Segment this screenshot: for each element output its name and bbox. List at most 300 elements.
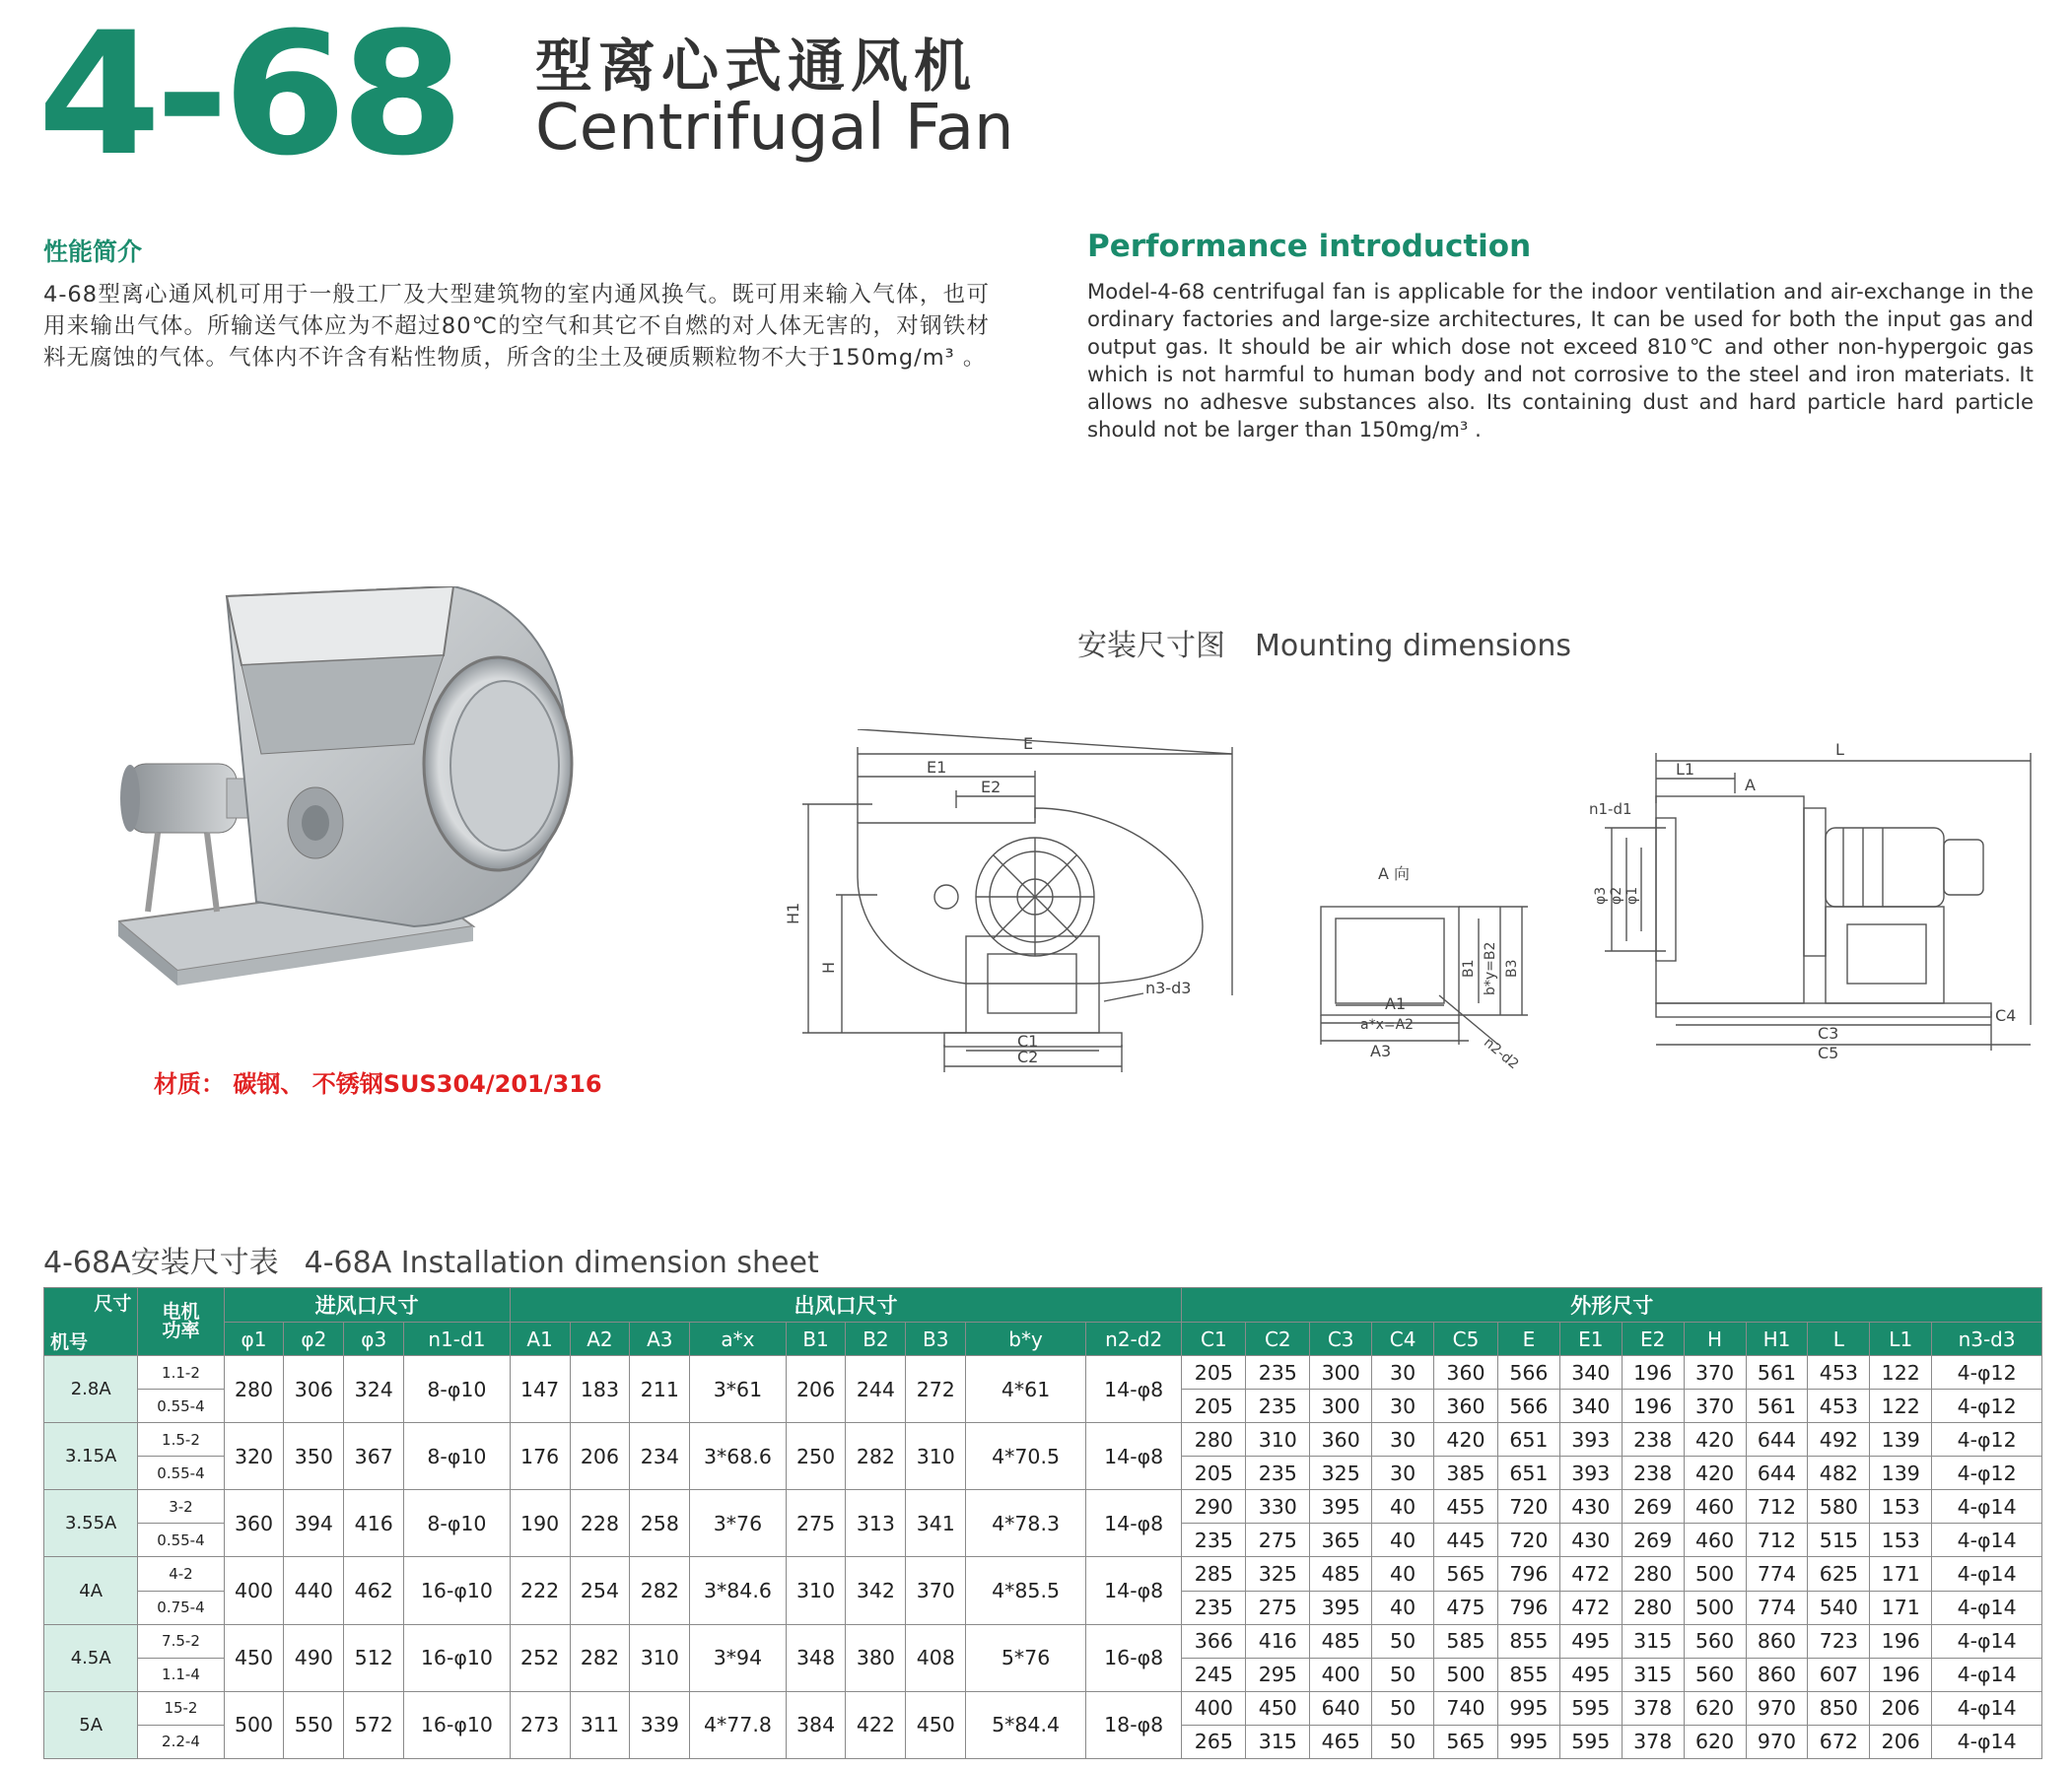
label-C2: C2 bbox=[1017, 1048, 1039, 1066]
power-cell: 2.2-4 bbox=[138, 1725, 224, 1758]
outline-cell: 206 bbox=[1870, 1725, 1932, 1758]
outlet-cell: 4*61 bbox=[966, 1356, 1086, 1423]
outlet-cell: 14-φ8 bbox=[1085, 1356, 1181, 1423]
outline-cell: 515 bbox=[1808, 1524, 1870, 1557]
outline-cell: 122 bbox=[1870, 1356, 1932, 1390]
outline-cell: 153 bbox=[1870, 1490, 1932, 1524]
outline-cell: 607 bbox=[1808, 1658, 1870, 1691]
outline-cell: 395 bbox=[1310, 1591, 1372, 1624]
outline-cell: 460 bbox=[1684, 1524, 1746, 1557]
label-E: E bbox=[1023, 734, 1034, 753]
outline-cell: 595 bbox=[1559, 1691, 1622, 1725]
outline-cell: 395 bbox=[1310, 1490, 1372, 1524]
outlet-cell: 18-φ8 bbox=[1085, 1691, 1181, 1758]
outline-cell: 370 bbox=[1684, 1390, 1746, 1423]
label-n1d1: n1-d1 bbox=[1589, 800, 1632, 818]
inlet-cell: 324 bbox=[344, 1356, 404, 1423]
outline-cell: 465 bbox=[1310, 1725, 1372, 1758]
column-header: B1 bbox=[786, 1323, 846, 1356]
outline-cell: 295 bbox=[1246, 1658, 1310, 1691]
outlet-cell: 348 bbox=[786, 1624, 846, 1691]
outlet-cell: 422 bbox=[846, 1691, 906, 1758]
outline-cell: 40 bbox=[1372, 1557, 1434, 1591]
outlet-cell: 408 bbox=[906, 1624, 966, 1691]
outlet-cell: 450 bbox=[906, 1691, 966, 1758]
outline-cell: 285 bbox=[1182, 1557, 1246, 1591]
outline-cell: 720 bbox=[1497, 1490, 1559, 1524]
outline-cell: 580 bbox=[1808, 1490, 1870, 1524]
inlet-cell: 550 bbox=[284, 1691, 344, 1758]
inlet-cell: 16-φ10 bbox=[404, 1557, 511, 1624]
table-row bbox=[44, 1423, 2042, 1457]
outlet-cell: 272 bbox=[906, 1356, 966, 1423]
column-header: C2 bbox=[1246, 1323, 1310, 1356]
inlet-cell: 450 bbox=[224, 1624, 284, 1691]
outline-cell: 672 bbox=[1808, 1725, 1870, 1758]
label-C5: C5 bbox=[1818, 1044, 1839, 1062]
corner-top: 尺寸 bbox=[94, 1293, 132, 1315]
outline-cell: 712 bbox=[1746, 1524, 1808, 1557]
power-cell: 0.75-4 bbox=[138, 1591, 224, 1624]
outline-cell: 300 bbox=[1310, 1390, 1372, 1423]
outlet-cell: 282 bbox=[846, 1423, 906, 1490]
outlet-cell: 310 bbox=[786, 1557, 846, 1624]
outline-cell: 4-φ14 bbox=[1932, 1658, 2042, 1691]
outline-cell: 400 bbox=[1310, 1658, 1372, 1691]
label-E1: E1 bbox=[927, 758, 947, 777]
inlet-cell: 320 bbox=[224, 1423, 284, 1490]
outline-cell: 238 bbox=[1622, 1457, 1684, 1490]
outline-cell: 4-φ12 bbox=[1932, 1390, 2042, 1423]
outline-cell: 4-φ14 bbox=[1932, 1591, 2042, 1624]
power-header-line1: 电机 bbox=[162, 1301, 200, 1323]
outline-cell: 740 bbox=[1434, 1691, 1498, 1725]
outline-cell: 206 bbox=[1870, 1691, 1932, 1725]
inlet-cell: 8-φ10 bbox=[404, 1356, 511, 1423]
outlet-cell: 211 bbox=[630, 1356, 690, 1423]
power-cell: 1.5-2 bbox=[138, 1423, 224, 1457]
label-E2: E2 bbox=[981, 778, 1001, 796]
outlet-cell: 4*78.3 bbox=[966, 1490, 1086, 1557]
outline-cell: 205 bbox=[1182, 1457, 1246, 1490]
inlet-cell: 360 bbox=[224, 1490, 284, 1557]
outline-cell: 430 bbox=[1559, 1524, 1622, 1557]
label-L: L bbox=[1835, 740, 1844, 759]
label-phi1: φ1 bbox=[1624, 886, 1640, 905]
outline-cell: 370 bbox=[1684, 1356, 1746, 1390]
outline-cell: 495 bbox=[1559, 1658, 1622, 1691]
column-header: L1 bbox=[1870, 1323, 1932, 1356]
outline-cell: 340 bbox=[1559, 1356, 1622, 1390]
outline-cell: 712 bbox=[1746, 1490, 1808, 1524]
column-header: E2 bbox=[1622, 1323, 1684, 1356]
power-cell: 7.5-2 bbox=[138, 1624, 224, 1658]
outline-cell: 644 bbox=[1746, 1457, 1808, 1490]
column-header: C1 bbox=[1182, 1323, 1246, 1356]
outline-cell: 720 bbox=[1497, 1524, 1559, 1557]
power-header-line2: 功率 bbox=[162, 1320, 200, 1341]
outline-cell: 30 bbox=[1372, 1390, 1434, 1423]
corner-bottom: 机号 bbox=[50, 1331, 89, 1353]
table-row bbox=[44, 1624, 2042, 1658]
fan-photo bbox=[118, 586, 601, 1000]
power-cell: 3-2 bbox=[138, 1490, 224, 1524]
sheet-title-en: 4-68A Installation dimension sheet bbox=[304, 1246, 819, 1280]
outlet-cell: 4*77.8 bbox=[690, 1691, 786, 1758]
column-header: b*y bbox=[966, 1323, 1086, 1356]
outline-cell: 420 bbox=[1684, 1457, 1746, 1490]
outline-cell: 139 bbox=[1870, 1423, 1932, 1457]
title-chinese: 型离心式通风机 bbox=[535, 33, 978, 100]
inlet-cell: 500 bbox=[224, 1691, 284, 1758]
outlet-cell: 16-φ8 bbox=[1085, 1624, 1181, 1691]
group-outlet: 出风口尺寸 bbox=[510, 1288, 1182, 1323]
outline-cell: 50 bbox=[1372, 1624, 1434, 1658]
outline-cell: 640 bbox=[1310, 1691, 1372, 1725]
outline-cell: 620 bbox=[1684, 1691, 1746, 1725]
power-header bbox=[138, 1288, 224, 1356]
column-header: H bbox=[1684, 1323, 1746, 1356]
outlet-cell: 258 bbox=[630, 1490, 690, 1557]
outline-cell: 500 bbox=[1684, 1591, 1746, 1624]
outline-cell: 265 bbox=[1182, 1725, 1246, 1758]
outline-cell: 561 bbox=[1746, 1356, 1808, 1390]
outlet-cell: 4*70.5 bbox=[966, 1423, 1086, 1490]
label-A3: A3 bbox=[1370, 1042, 1392, 1060]
outline-cell: 416 bbox=[1246, 1624, 1310, 1658]
inlet-cell: 367 bbox=[344, 1423, 404, 1490]
power-cell: 1.1-4 bbox=[138, 1658, 224, 1691]
outline-cell: 472 bbox=[1559, 1557, 1622, 1591]
outline-cell: 269 bbox=[1622, 1490, 1684, 1524]
column-header: E bbox=[1497, 1323, 1559, 1356]
outline-cell: 585 bbox=[1434, 1624, 1498, 1658]
outline-cell: 235 bbox=[1246, 1457, 1310, 1490]
outline-cell: 4-φ12 bbox=[1932, 1356, 2042, 1390]
side-view-diagram bbox=[802, 729, 1232, 1072]
outline-cell: 300 bbox=[1310, 1356, 1372, 1390]
inlet-cell: 16-φ10 bbox=[404, 1624, 511, 1691]
outline-cell: 275 bbox=[1246, 1591, 1310, 1624]
outline-cell: 235 bbox=[1246, 1390, 1310, 1423]
label-A-direction: A 向 bbox=[1378, 864, 1411, 883]
column-header: n1-d1 bbox=[404, 1323, 511, 1356]
outlet-cell: 313 bbox=[846, 1490, 906, 1557]
inlet-cell: 462 bbox=[344, 1557, 404, 1624]
outline-cell: 485 bbox=[1310, 1624, 1372, 1658]
outline-cell: 475 bbox=[1434, 1591, 1498, 1624]
outlet-cell: 282 bbox=[630, 1557, 690, 1624]
outline-cell: 325 bbox=[1310, 1457, 1372, 1490]
inlet-cell: 394 bbox=[284, 1490, 344, 1557]
outline-cell: 453 bbox=[1808, 1356, 1870, 1390]
outline-cell: 4-φ14 bbox=[1932, 1557, 2042, 1591]
outlet-cell: 250 bbox=[786, 1423, 846, 1490]
outline-cell: 860 bbox=[1746, 1624, 1808, 1658]
outlet-cell: 206 bbox=[786, 1356, 846, 1423]
label-A1: A1 bbox=[1385, 994, 1407, 1013]
label-A: A bbox=[1745, 776, 1756, 794]
model-cell: 2.8A bbox=[44, 1356, 138, 1423]
outlet-cell: 275 bbox=[786, 1490, 846, 1557]
outline-cell: 565 bbox=[1434, 1725, 1498, 1758]
outline-cell: 566 bbox=[1497, 1356, 1559, 1390]
column-header: B3 bbox=[906, 1323, 966, 1356]
table-row bbox=[44, 1490, 2042, 1524]
outline-cell: 430 bbox=[1559, 1490, 1622, 1524]
outline-cell: 122 bbox=[1870, 1390, 1932, 1423]
outlet-cell: 190 bbox=[510, 1490, 570, 1557]
outlet-cell: 14-φ8 bbox=[1085, 1490, 1181, 1557]
label-L1: L1 bbox=[1676, 760, 1695, 779]
label-axA2: a*x=A2 bbox=[1360, 1017, 1415, 1033]
intro-heading-en: Performance introduction bbox=[1087, 229, 1532, 264]
outline-cell: 40 bbox=[1372, 1591, 1434, 1624]
outline-cell: 560 bbox=[1684, 1658, 1746, 1691]
outlet-cell: 3*94 bbox=[690, 1624, 786, 1691]
outline-cell: 445 bbox=[1434, 1524, 1498, 1557]
outline-cell: 269 bbox=[1622, 1524, 1684, 1557]
outlet-cell: 384 bbox=[786, 1691, 846, 1758]
inlet-cell: 280 bbox=[224, 1356, 284, 1423]
outline-cell: 245 bbox=[1182, 1658, 1246, 1691]
outlet-cell: 228 bbox=[570, 1490, 630, 1557]
label-H: H bbox=[819, 961, 838, 974]
intro-heading-cn: 性能简介 bbox=[43, 238, 143, 266]
outlet-cell: 14-φ8 bbox=[1085, 1557, 1181, 1624]
label-C4: C4 bbox=[1995, 1006, 2017, 1025]
model-cell: 4.5A bbox=[44, 1624, 138, 1691]
outline-cell: 235 bbox=[1182, 1591, 1246, 1624]
power-cell: 4-2 bbox=[138, 1557, 224, 1591]
outline-cell: 651 bbox=[1497, 1423, 1559, 1457]
outline-cell: 340 bbox=[1559, 1390, 1622, 1423]
label-H1: H1 bbox=[784, 902, 802, 924]
outlet-cell: 14-φ8 bbox=[1085, 1423, 1181, 1490]
outlet-cell: 5*84.4 bbox=[966, 1691, 1086, 1758]
outlet-cell: 339 bbox=[630, 1691, 690, 1758]
outline-cell: 365 bbox=[1310, 1524, 1372, 1557]
mounting-diagrams bbox=[769, 729, 2040, 1084]
power-cell: 0.55-4 bbox=[138, 1457, 224, 1490]
intro-body-en: Model-4-68 centrifugal fan is applicable for the indoor ventilation and air-exchange in the ordinary factories and large-size architectures, It can be used for both the input gas and output gas. It should be air which dose not exceed 810℃ and other non-hypergoic gas which is not harmful to human body and not corrosive to the steel and iron materiats. It allows no adhesve substances also. Its containing dust and hard particle hard particle should not be larger than 150mg/m³ . bbox=[1087, 279, 2034, 442]
outline-cell: 644 bbox=[1746, 1423, 1808, 1457]
outline-cell: 495 bbox=[1559, 1624, 1622, 1658]
label-C3: C3 bbox=[1818, 1024, 1839, 1043]
outline-cell: 540 bbox=[1808, 1591, 1870, 1624]
outline-cell: 420 bbox=[1684, 1423, 1746, 1457]
outline-cell: 850 bbox=[1808, 1691, 1870, 1725]
outlet-cell: 3*76 bbox=[690, 1490, 786, 1557]
outline-cell: 325 bbox=[1246, 1557, 1310, 1591]
outline-cell: 196 bbox=[1622, 1390, 1684, 1423]
column-header: L bbox=[1808, 1323, 1870, 1356]
inlet-cell: 400 bbox=[224, 1557, 284, 1624]
outline-cell: 860 bbox=[1746, 1658, 1808, 1691]
outline-cell: 485 bbox=[1310, 1557, 1372, 1591]
mounting-title-en: Mounting dimensions bbox=[1255, 629, 1571, 663]
inlet-cell: 512 bbox=[344, 1624, 404, 1691]
outlet-cell: 310 bbox=[630, 1624, 690, 1691]
column-header: H1 bbox=[1746, 1323, 1808, 1356]
table-row bbox=[44, 1691, 2042, 1725]
column-header: C4 bbox=[1372, 1323, 1434, 1356]
outlet-cell: 222 bbox=[510, 1557, 570, 1624]
outline-cell: 238 bbox=[1622, 1423, 1684, 1457]
outline-cell: 330 bbox=[1246, 1490, 1310, 1524]
outline-cell: 393 bbox=[1559, 1423, 1622, 1457]
outlet-cell: 176 bbox=[510, 1423, 570, 1490]
outline-cell: 360 bbox=[1434, 1356, 1498, 1390]
column-header: A2 bbox=[570, 1323, 630, 1356]
outline-cell: 378 bbox=[1622, 1725, 1684, 1758]
inlet-cell: 440 bbox=[284, 1557, 344, 1624]
column-header: A1 bbox=[510, 1323, 570, 1356]
outline-cell: 4-φ14 bbox=[1932, 1691, 2042, 1725]
label-C1: C1 bbox=[1017, 1032, 1039, 1051]
outline-cell: 378 bbox=[1622, 1691, 1684, 1725]
outline-cell: 472 bbox=[1559, 1591, 1622, 1624]
outline-cell: 30 bbox=[1372, 1356, 1434, 1390]
outline-cell: 393 bbox=[1559, 1457, 1622, 1490]
outline-cell: 50 bbox=[1372, 1691, 1434, 1725]
label-B3: B3 bbox=[1504, 959, 1520, 978]
column-header: φ2 bbox=[284, 1323, 344, 1356]
inlet-cell: 8-φ10 bbox=[404, 1423, 511, 1490]
outlet-cell: 5*76 bbox=[966, 1624, 1086, 1691]
outline-cell: 290 bbox=[1182, 1490, 1246, 1524]
column-header: φ1 bbox=[224, 1323, 284, 1356]
outline-cell: 40 bbox=[1372, 1524, 1434, 1557]
outline-cell: 855 bbox=[1497, 1624, 1559, 1658]
power-cell: 15-2 bbox=[138, 1691, 224, 1725]
outline-cell: 315 bbox=[1246, 1725, 1310, 1758]
outline-cell: 796 bbox=[1497, 1557, 1559, 1591]
model-number: 4-68 bbox=[37, 0, 458, 193]
outline-cell: 500 bbox=[1684, 1557, 1746, 1591]
outline-cell: 196 bbox=[1870, 1624, 1932, 1658]
outlet-cell: 4*85.5 bbox=[966, 1557, 1086, 1624]
outline-cell: 196 bbox=[1622, 1356, 1684, 1390]
label-phi3: φ3 bbox=[1593, 886, 1609, 905]
outline-cell: 970 bbox=[1746, 1691, 1808, 1725]
column-header: n3-d3 bbox=[1932, 1323, 2042, 1356]
outline-cell: 30 bbox=[1372, 1457, 1434, 1490]
outline-cell: 4-φ14 bbox=[1932, 1490, 2042, 1524]
group-inlet: 进风口尺寸 bbox=[224, 1288, 510, 1323]
outlet-cell: 3*61 bbox=[690, 1356, 786, 1423]
label-n2d2: n2-d2 bbox=[1481, 1034, 1522, 1073]
outline-cell: 366 bbox=[1182, 1624, 1246, 1658]
outline-cell: 4-φ14 bbox=[1932, 1524, 2042, 1557]
label-B1: B1 bbox=[1461, 959, 1477, 978]
inlet-cell: 306 bbox=[284, 1356, 344, 1423]
inlet-cell: 8-φ10 bbox=[404, 1490, 511, 1557]
outline-cell: 30 bbox=[1372, 1423, 1434, 1457]
outline-cell: 4-φ14 bbox=[1932, 1624, 2042, 1658]
inlet-cell: 572 bbox=[344, 1691, 404, 1758]
power-cell: 0.55-4 bbox=[138, 1524, 224, 1557]
outlet-cell: 342 bbox=[846, 1557, 906, 1624]
inlet-cell: 16-φ10 bbox=[404, 1691, 511, 1758]
outline-cell: 235 bbox=[1182, 1524, 1246, 1557]
outline-cell: 625 bbox=[1808, 1557, 1870, 1591]
outlet-cell: 380 bbox=[846, 1624, 906, 1691]
column-header: E1 bbox=[1559, 1323, 1622, 1356]
intro-body-cn: 4-68型离心通风机可用于一般工厂及大型建筑物的室内通风换气。既可用来输入气体，也可用来输出气体。所输送气体应为不超过80℃的空气和其它不自燃的对人体无害的，对钢铁材料无腐蚀的气体。气体内不许含有粘性物质，所含的尘土及硬质颗粒物不大于150mg/m³ 。 bbox=[43, 282, 990, 371]
outline-cell: 453 bbox=[1808, 1390, 1870, 1423]
label-n3d3: n3-d3 bbox=[1145, 979, 1192, 997]
outline-cell: 4-φ14 bbox=[1932, 1725, 2042, 1758]
outline-cell: 723 bbox=[1808, 1624, 1870, 1658]
outline-cell: 4-φ12 bbox=[1932, 1457, 2042, 1490]
outline-cell: 153 bbox=[1870, 1524, 1932, 1557]
outlet-cell: 370 bbox=[906, 1557, 966, 1624]
outline-cell: 420 bbox=[1434, 1423, 1498, 1457]
outline-cell: 561 bbox=[1746, 1390, 1808, 1423]
outline-cell: 4-φ12 bbox=[1932, 1423, 2042, 1457]
outline-cell: 385 bbox=[1434, 1457, 1498, 1490]
power-cell: 1.1-2 bbox=[138, 1356, 224, 1390]
outline-cell: 139 bbox=[1870, 1457, 1932, 1490]
outlet-cell: 341 bbox=[906, 1490, 966, 1557]
outlet-cell: 273 bbox=[510, 1691, 570, 1758]
title-english: Centrifugal Fan bbox=[535, 92, 1014, 165]
outline-cell: 280 bbox=[1622, 1557, 1684, 1591]
column-header: a*x bbox=[690, 1323, 786, 1356]
outline-cell: 205 bbox=[1182, 1390, 1246, 1423]
outline-cell: 50 bbox=[1372, 1658, 1434, 1691]
label-byB2: b*y=B2 bbox=[1483, 941, 1498, 995]
outline-cell: 651 bbox=[1497, 1457, 1559, 1490]
outlet-cell: 206 bbox=[570, 1423, 630, 1490]
outlet-cell: 3*68.6 bbox=[690, 1423, 786, 1490]
outline-cell: 40 bbox=[1372, 1490, 1434, 1524]
material-note: 材质： 碳钢、 不锈钢SUS304/201/316 bbox=[154, 1070, 602, 1098]
outlet-cell: 254 bbox=[570, 1557, 630, 1624]
model-cell: 5A bbox=[44, 1691, 138, 1758]
outline-cell: 482 bbox=[1808, 1457, 1870, 1490]
outline-cell: 492 bbox=[1808, 1423, 1870, 1457]
column-header: φ3 bbox=[344, 1323, 404, 1356]
group-outline: 外形尺寸 bbox=[1182, 1288, 2042, 1323]
table-row bbox=[44, 1557, 2042, 1591]
outlet-cell: 244 bbox=[846, 1356, 906, 1423]
label-phi2: φ2 bbox=[1609, 886, 1624, 905]
column-header: C5 bbox=[1434, 1323, 1498, 1356]
outlet-cell: 252 bbox=[510, 1624, 570, 1691]
outlet-cell: 3*84.6 bbox=[690, 1557, 786, 1624]
outline-cell: 280 bbox=[1182, 1423, 1246, 1457]
outline-cell: 235 bbox=[1246, 1356, 1310, 1390]
inlet-cell: 416 bbox=[344, 1490, 404, 1557]
outlet-cell: 310 bbox=[906, 1423, 966, 1490]
column-header: A3 bbox=[630, 1323, 690, 1356]
column-header: C3 bbox=[1310, 1323, 1372, 1356]
outline-cell: 50 bbox=[1372, 1725, 1434, 1758]
dimension-table bbox=[43, 1287, 2042, 1759]
outline-cell: 455 bbox=[1434, 1490, 1498, 1524]
outline-cell: 774 bbox=[1746, 1591, 1808, 1624]
outlet-cell: 311 bbox=[570, 1691, 630, 1758]
outline-cell: 774 bbox=[1746, 1557, 1808, 1591]
outline-cell: 450 bbox=[1246, 1691, 1310, 1725]
mounting-title-cn: 安装尺寸图 bbox=[1077, 629, 1225, 663]
outline-cell: 565 bbox=[1434, 1557, 1498, 1591]
outline-cell: 855 bbox=[1497, 1658, 1559, 1691]
outline-cell: 500 bbox=[1434, 1658, 1498, 1691]
outline-cell: 360 bbox=[1434, 1390, 1498, 1423]
